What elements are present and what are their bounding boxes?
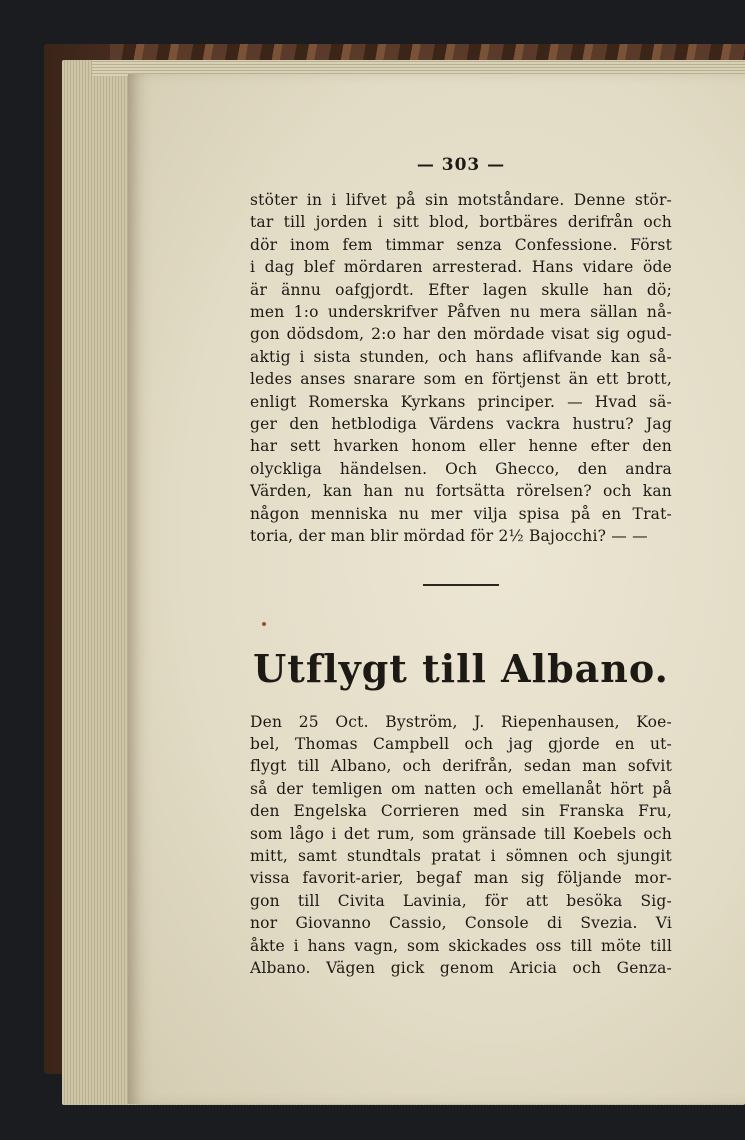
text-line: någon menniska nu mer vilja spisa på en Trat- [250, 504, 672, 523]
text-line: stöter in i lifvet på sin motståndare. Denne stör- [250, 191, 672, 209]
text-line: ledes anses snarare som en förtjenst än ett brott, [250, 370, 672, 389]
text-line: Den 25 Oct. Byström, J. Riepenhausen, Koe- [250, 712, 672, 731]
text-line: Albano. Vägen gick genom Aricia och Genza- [250, 958, 672, 977]
text-line: nor Giovanno Cassio, Console di Svezia. Vi [250, 914, 672, 933]
text-line: har sett hvarken honom eller henne efter den [250, 437, 672, 456]
text-line: olyckliga händelsen. Och Ghecco, den andra [250, 459, 672, 478]
text-line: enligt Romerska Kyrkans principer. — Hvad sä- [250, 392, 672, 411]
text-line: ger den hetblodiga Värdens vackra hustru? Jag [250, 415, 672, 434]
text-line: bel, Thomas Campbell och jag gjorde en ut- [250, 734, 672, 753]
text-line: aktig i sista stunden, och hans aflifvande kan så- [250, 347, 672, 366]
text-line: så der temligen om natten och emellanåt hört på [250, 779, 672, 798]
text-line: mitt, samt stundtals pratat i sömnen och sjungit [250, 846, 672, 865]
text-line: i dag blef mördaren arresterad. Hans vidare öde [250, 258, 672, 277]
text-line: tar till jorden i sitt blod, bortbäres derifrån och [250, 213, 672, 232]
text-line: som lågo i det rum, som gränsade till Koebels och [250, 824, 672, 843]
text-line: är ännu oafgjordt. Efter lagen skulle han dö; [250, 280, 672, 299]
text-line: flygt till Albano, och derifrån, sedan man sofvit [250, 757, 672, 776]
section-heading: Utflygt till Albano. [253, 645, 669, 691]
text-line: den Engelska Corrieren med sin Franska Fru, [250, 802, 672, 821]
text-line: vissa favorit-arier, begaf man sig följande mor- [250, 869, 672, 888]
text-line: Värden, kan han nu fortsätta rörelsen? och kan [250, 482, 672, 501]
text-line: gon till Civita Lavinia, för att besöka Sig- [250, 891, 672, 910]
section-divider [423, 584, 499, 586]
paragraph-2 [250, 711, 672, 980]
text-line: dör inom fem timmar senza Confessione. Först [250, 235, 672, 254]
page-number: — 303 — [416, 155, 506, 175]
text-line: toria, der man blir mördad för 2½ Bajocchi? — — [250, 527, 648, 546]
text-line: gon dödsdom, 2:o har den mördade visat sig ogud- [250, 325, 672, 344]
paragraph-1 [250, 189, 672, 548]
page-text [250, 155, 672, 979]
text-line: men 1:o underskrifver Påfven nu mera sällan nå- [250, 303, 672, 322]
text-line: åkte i hans vagn, som skickades oss till möte till [250, 936, 672, 955]
